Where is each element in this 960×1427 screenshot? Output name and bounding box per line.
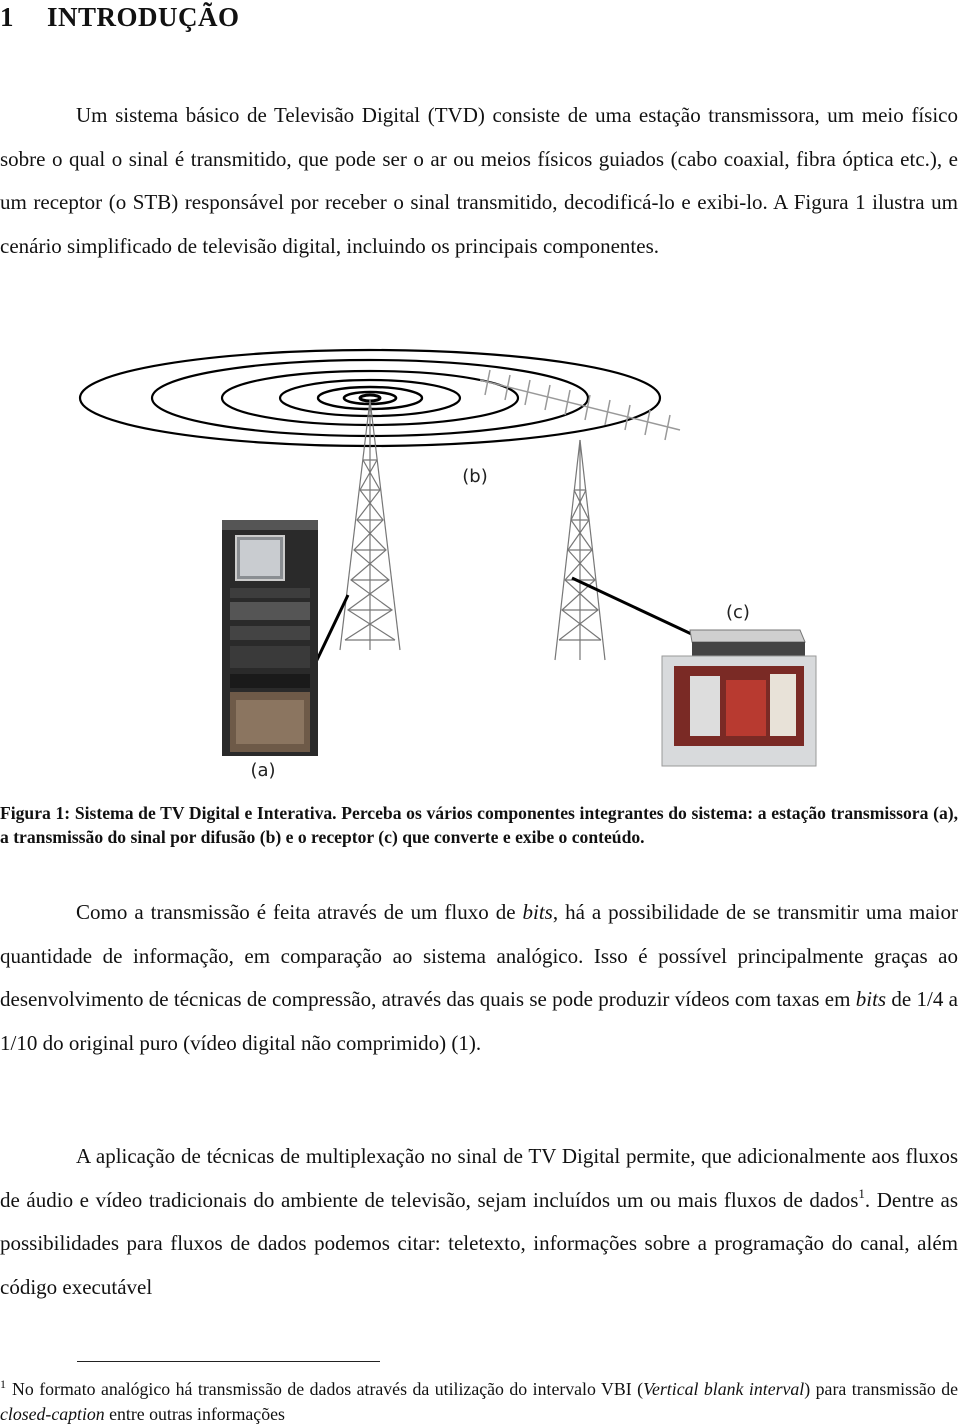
p2-part3: de 1/4 a 1/10 do original puro (vídeo digital não comprimido) (1).	[0, 987, 958, 1056]
fn-part1: No formato analógico há transmissão de dados através da utilização do intervalo VBI (	[12, 1379, 644, 1399]
cable-station-to-tower	[316, 595, 348, 662]
p3-part2: . Dentre as possibilidades para fluxos de dados podemos citar: teletexto, informações sobre a programação do canal, além código executável	[0, 1187, 958, 1300]
set-top-box	[690, 630, 805, 656]
figure-tv-system	[0, 340, 960, 800]
receiver-antenna-tower	[555, 440, 605, 660]
transmitter-tower	[340, 400, 400, 650]
paragraph-multiplexing	[0, 1135, 958, 1310]
fn-part2: ) para transmissão de	[804, 1379, 958, 1399]
footnote	[0, 1372, 958, 1427]
label-c: (c)	[726, 602, 750, 623]
paragraph-compression	[0, 891, 958, 1066]
yagi-antenna	[480, 370, 680, 440]
fn-em-cc: closed-caption	[0, 1404, 105, 1424]
cable-antenna-to-receiver	[572, 578, 700, 638]
section-title: INTRODUÇÃO	[47, 2, 240, 32]
section-number: 1	[0, 2, 14, 32]
footnote-reference: 1	[858, 1185, 865, 1201]
label-b: (b)	[462, 466, 488, 487]
fn-em-vbi: Vertical blank interval	[643, 1379, 805, 1399]
fn-part3: entre outras informações	[104, 1404, 285, 1424]
label-a: (a)	[250, 760, 276, 781]
figure-caption: Figura 1: Sistema de TV Digital e Interativa. Perceba os vários componentes integrantes do sistema: a estação transmissora (a), a transmissão do sinal por difusão (b) e o receptor (c) que converte e exibe o conteúdo.	[0, 803, 958, 847]
p2-em-bits: bits	[522, 900, 553, 924]
p2-part2: , há a possibilidade de se transmitir uma maior quantidade de informação, em comparação ao sistema analógico. Isso é possível principalmente graças ao desenvolvimento de técnicas de compressão, através das quais se pode produzir vídeos com taxas em	[0, 900, 958, 1012]
p2-em-bits-2: bits	[855, 987, 887, 1012]
p2-part1: Como a transmissão é feita através de um fluxo de	[76, 900, 523, 924]
paragraph-intro	[0, 94, 958, 269]
transmission-station-rack	[222, 520, 318, 756]
television	[662, 656, 816, 766]
paragraph-intro-text: Um sistema básico de Televisão Digital (TVD) consiste de uma estação transmissora, um meio físico sobre o qual o sinal é transmitido, que pode ser o ar ou meios físicos guiados (cabo coaxial, fibra óptica etc.), e um receptor (o STB) responsável por receber o sinal transmitido, decodificá-lo e exibi-lo. A Figura 1 ilustra um cenário simplificado de televisão digital, incluindo os principais componentes.	[0, 103, 958, 259]
section-heading	[0, 2, 240, 33]
p3-part1: A aplicação de técnicas de multiplexação no sinal de TV Digital permite, que adicionalmente aos fluxos de áudio e vídeo tradicionais do ambiente de televisão, sejam incluídos um ou mais fluxos de dados	[0, 1144, 958, 1212]
footnote-rule	[77, 1361, 380, 1362]
footnote-mark: 1	[0, 1377, 6, 1391]
